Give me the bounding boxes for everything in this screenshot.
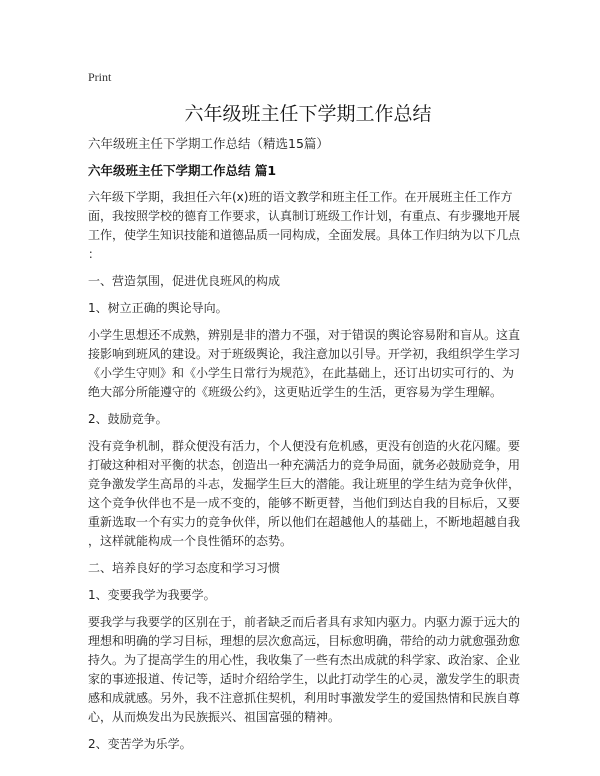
paragraph-line: ，这样就能构成一个良性循环的态势。: [88, 534, 293, 548]
paragraph-line: 小学生思想还不成熟，辨别是非的潜力不强，对于错误的舆论容易附和盲从。这直: [88, 328, 521, 342]
print-label[interactable]: Print: [88, 70, 112, 84]
paragraph-line: 绝大部分所能遵守的《班级公约》，这更贴近学生的生活，更容易为学生理解。: [88, 385, 503, 399]
paragraph-line: 持久。为了提高学生的用心性，我收集了一些有杰出成就的科学家、政治家、企业: [88, 653, 521, 667]
paragraph-line: 感和成就感。另外，我不注意抓住契机，利用时事激发学生的爱国热情和民族自尊: [88, 691, 521, 705]
paragraph: [88, 188, 528, 264]
paragraph-line: 重新选取一个有实力的竞争伙伴，所以他们在超越他人的基础上，不断地超越自我: [88, 515, 521, 529]
document-title: 六年级班主任下学期工作总结: [184, 103, 432, 125]
paragraph-line: 接影响到班风的建设。对于班级舆论，我注意加以引导。开学初，我组织学生学习: [88, 347, 521, 361]
paragraph-line: 面，我按照学校的德育工作要求，认真制订班级工作计划，有重点、有步骤地开展: [88, 209, 521, 223]
section-line: 2、变苦学为乐学。: [88, 737, 192, 751]
document-page: [88, 68, 528, 754]
paragraph-line: ：: [88, 247, 101, 261]
section-line: 1、树立正确的舆论导向。: [88, 301, 228, 315]
paragraph-line: 竞争激发学生高昂的斗志，发掘学生巨大的潜能。我让班里的学生结为竞争伙伴，: [88, 477, 521, 491]
paragraph-line: 家的事迹报道、传记等，适时介绍给学生，以此打动学生的心灵，激发学生的职责: [88, 672, 521, 686]
document-body: [88, 188, 528, 754]
paragraph-line: 这个竞争伙伴也不是一成不变的，能够不断更替，当他们到达自我的目标后，又要: [88, 496, 521, 510]
paragraph-line: 工作，使学生知识技能和道德品质一同构成，全面发展。具体工作归纳为以下几点: [88, 228, 521, 242]
section-line: 2、鼓励竞争。: [88, 412, 168, 426]
paragraph-line: 要我学与我要学的区别在于，前者缺乏而后者具有求知内驱力。内驱力源于远大的: [88, 615, 521, 629]
paragraph-line: 《小学生守则》和《小学生日常行为规范》，在此基础上，还订出切实可行的、为: [88, 366, 515, 380]
section-heading: 六年级班主任下学期工作总结 篇1: [88, 163, 277, 178]
paragraph-line: 心，从而焕发出为民族振兴、祖国富强的精神。: [88, 710, 341, 724]
paragraph: [88, 613, 528, 727]
section-line: 1、变要我学为我要学。: [88, 588, 216, 602]
section-line: 二、培养良好的学习态度和学习习惯: [88, 561, 281, 575]
paragraph: [88, 437, 528, 551]
paragraph-line: 六年级下学期，我担任六年(x)班的语文教学和班主任工作。在开展班主任工作方: [88, 190, 513, 204]
section-line: 一、营造氛围，促进优良班风的构成: [88, 274, 281, 288]
paragraph-line: 打破这种相对平衡的状态，创造出一种充满活力的竞争局面，就务必鼓励竞争，用: [88, 458, 521, 472]
paragraph-line: 没有竞争机制，群众便没有活力，个人便没有危机感，更没有创造的火花闪耀。要: [88, 439, 521, 453]
document-subtitle: 六年级班主任下学期工作总结（精选15篇）: [88, 136, 329, 151]
paragraph-line: 理想和明确的学习目标，理想的层次愈高远，目标愈明确，带给的动力就愈强劲愈: [88, 634, 521, 648]
paragraph: [88, 326, 528, 402]
